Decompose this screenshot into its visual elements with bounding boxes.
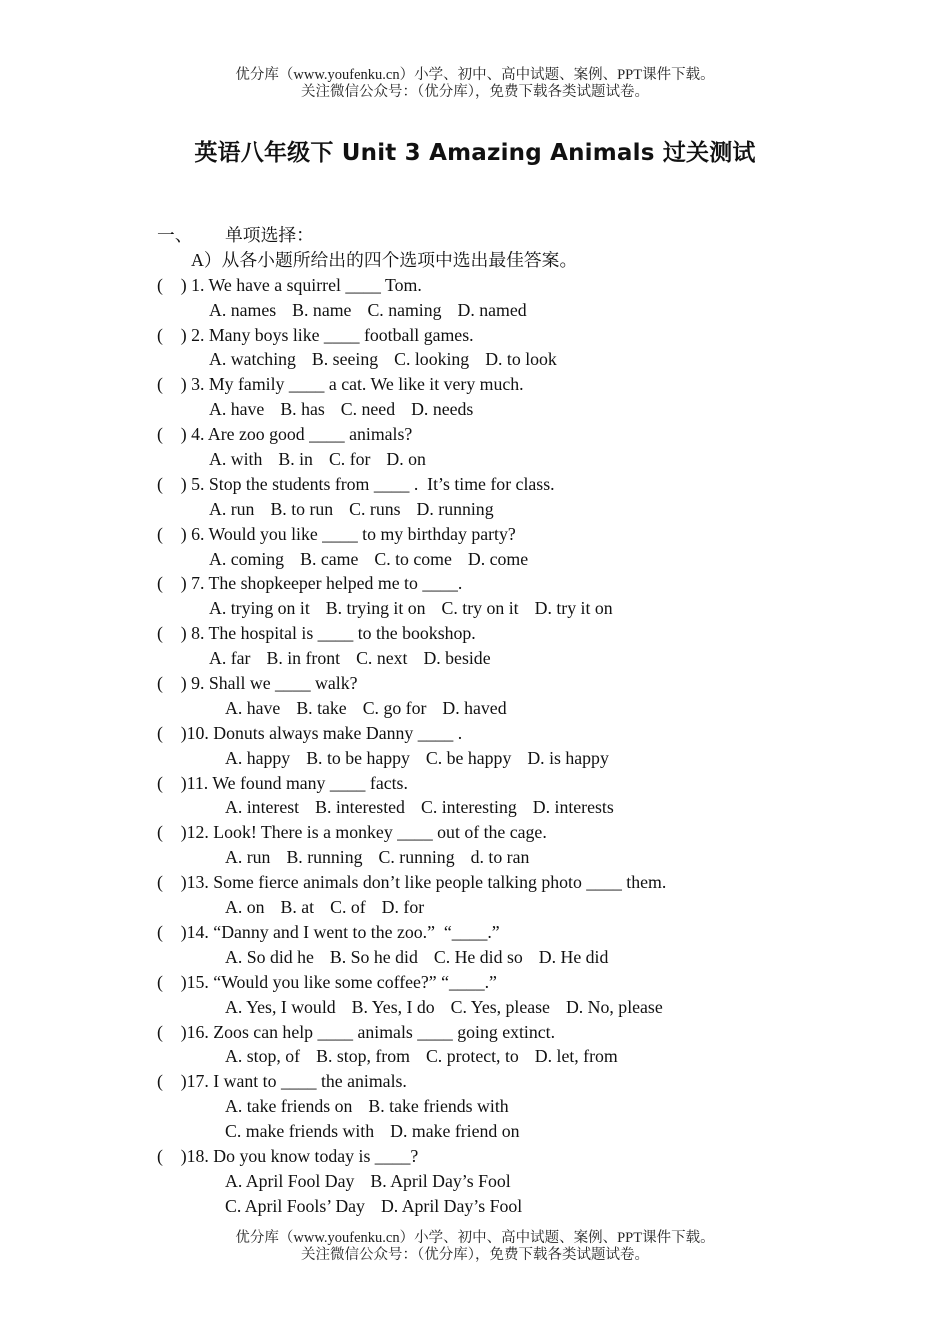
answer-option: A. So did he: [225, 946, 314, 967]
answer-bracket: ( ): [157, 573, 192, 594]
section-instruction: A）从各小题所给出的四个选项中选出最佳答案。: [191, 249, 578, 270]
answer-option: A. April Fool Day: [225, 1170, 355, 1191]
answer-option: C. be happy: [425, 747, 512, 768]
answer-option: B. has: [280, 399, 325, 420]
answer-option: C. runs: [349, 498, 401, 519]
question-list: [157, 273, 857, 1219]
answer-option: C. looking: [394, 349, 470, 370]
answer-option: A. have: [225, 697, 281, 718]
question-stem: [157, 372, 857, 397]
option-row: [157, 845, 857, 870]
question-stem: [157, 621, 857, 646]
question-stem: [157, 721, 857, 746]
answer-option: D. is happy: [527, 747, 609, 768]
answer-option: D. named: [457, 299, 527, 320]
answer-option: C. next: [356, 648, 408, 669]
answer-option: D. to look: [485, 349, 557, 370]
answer-option: A. far: [209, 648, 251, 669]
question-text: 13. Some fierce animals don’t like people talking photo ____ them.: [186, 872, 667, 893]
option-row: [157, 298, 857, 323]
question-text: 18. Do you know today is ____?: [186, 1145, 419, 1166]
answer-option: D. No, please: [565, 996, 663, 1017]
answer-option: A. coming: [209, 548, 285, 569]
question-text: 10. Donuts always make Danny ____ .: [186, 722, 463, 743]
option-row: [157, 596, 857, 621]
answer-option: B. April Day’s Fool: [370, 1170, 511, 1191]
answer-option: D. running: [416, 498, 494, 519]
question-stem: [157, 970, 857, 995]
answer-option: C. make friends with: [225, 1121, 375, 1142]
answer-bracket: ( ): [157, 722, 187, 743]
answer-option: D. let, from: [534, 1046, 618, 1067]
section-heading: [157, 223, 857, 248]
option-row: [157, 547, 857, 572]
header-line-1: 优分库（www.youfenku.cn）小学、初中、高中试题、案例、PPT课件下载。: [235, 67, 715, 83]
question-text: 17. I want to ____ the animals.: [186, 1071, 407, 1092]
question-text: 8. The hospital is ____ to the bookshop.: [191, 623, 476, 644]
answer-option: B. So he did: [329, 946, 418, 967]
answer-bracket: ( ): [157, 473, 192, 494]
option-row: [157, 1194, 857, 1219]
answer-option: B. to run: [270, 498, 334, 519]
section-label: 单项选择：: [225, 225, 314, 245]
answer-option: D. try it on: [534, 598, 613, 619]
answer-option: A. watching: [209, 349, 296, 370]
answer-bracket: ( ): [157, 1021, 187, 1042]
answer-option: D. beside: [423, 648, 491, 669]
question-text: 2. Many boys like ____ football games.: [191, 324, 474, 345]
option-row: [157, 945, 857, 970]
footer-line-1: 优分库（www.youfenku.cn）小学、初中、高中试题、案例、PPT课件下载。: [235, 1230, 715, 1246]
question-stem: [157, 671, 857, 696]
option-row: [157, 1094, 857, 1119]
answer-option: B. stop, from: [316, 1046, 410, 1067]
answer-option: B. at: [280, 897, 315, 918]
option-row: [157, 895, 857, 920]
option-row: [157, 397, 857, 422]
question-text: 3. My family ____ a cat. We like it very much.: [191, 374, 524, 395]
question-stem: [157, 1144, 857, 1169]
option-row: [157, 1169, 857, 1194]
answer-option: A. on: [225, 897, 265, 918]
option-row: [157, 746, 857, 771]
answer-option: B. in: [278, 449, 313, 470]
answer-option: A. with: [209, 449, 263, 470]
question-stem: [157, 870, 857, 895]
answer-option: B. came: [300, 548, 359, 569]
answer-option: A. names: [209, 299, 277, 320]
answer-option: B. Yes, I do: [351, 996, 435, 1017]
answer-option: A. Yes, I would: [225, 996, 336, 1017]
question-stem: [157, 571, 857, 596]
answer-option: C. protect, to: [425, 1046, 519, 1067]
question-text: 14. “Danny and I went to the zoo.” “____.”: [186, 921, 500, 942]
answer-bracket: ( ): [157, 623, 192, 644]
option-row: [157, 795, 857, 820]
answer-option: D. on: [386, 449, 426, 470]
question-text: 4. Are zoo good ____ animals?: [191, 424, 413, 445]
answer-option: D. make friend on: [390, 1121, 520, 1142]
question-stem: [157, 1069, 857, 1094]
option-row: [157, 696, 857, 721]
question-stem: [157, 522, 857, 547]
answer-option: A. have: [209, 399, 265, 420]
option-row: [157, 1044, 857, 1069]
answer-bracket: ( ): [157, 523, 192, 544]
answer-option: C. for: [328, 449, 371, 470]
answer-option: C. naming: [367, 299, 442, 320]
question-section: [157, 223, 857, 1219]
answer-bracket: ( ): [157, 673, 192, 694]
page-header: [0, 67, 950, 101]
answer-option: D. haved: [442, 697, 507, 718]
question-stem: [157, 920, 857, 945]
question-stem: [157, 273, 857, 298]
answer-option: C. Yes, please: [450, 996, 550, 1017]
answer-bracket: ( ): [157, 274, 192, 295]
answer-option: A. trying on it: [209, 598, 310, 619]
answer-option: C. interesting: [420, 797, 517, 818]
question-text: 7. The shopkeeper helped me to ____.: [191, 573, 463, 594]
question-stem: [157, 1020, 857, 1045]
footer-line-2: 关注微信公众号：（优分库），免费下载各类试题试卷。: [301, 1247, 649, 1263]
answer-bracket: ( ): [157, 1145, 187, 1166]
question-stem: [157, 323, 857, 348]
answer-option: D. come: [467, 548, 529, 569]
answer-option: A. happy: [225, 747, 291, 768]
answer-bracket: ( ): [157, 374, 192, 395]
answer-option: C. He did so: [433, 946, 523, 967]
question-stem: [157, 472, 857, 497]
question-stem: [157, 771, 857, 796]
section-number: 一、: [157, 225, 193, 245]
answer-option: A. run: [209, 498, 255, 519]
answer-bracket: ( ): [157, 921, 187, 942]
answer-option: B. seeing: [311, 349, 379, 370]
answer-option: B. in front: [266, 648, 341, 669]
answer-option: C. running: [378, 847, 455, 868]
answer-option: C. try on it: [441, 598, 519, 619]
option-row: [157, 497, 857, 522]
answer-option: C. of: [330, 897, 366, 918]
question-text: 5. Stop the students from ____ . It’s time for class.: [191, 473, 555, 494]
question-stem: [157, 820, 857, 845]
question-text: 1. We have a squirrel ____ Tom.: [191, 274, 422, 295]
answer-bracket: ( ): [157, 822, 187, 843]
answer-bracket: ( ): [157, 971, 187, 992]
answer-option: A. take friends on: [225, 1096, 353, 1117]
answer-option: D. interests: [532, 797, 614, 818]
answer-option: A. interest: [225, 797, 300, 818]
answer-option: C. April Fools’ Day: [225, 1195, 365, 1216]
page-footer: [0, 1230, 950, 1264]
answer-option: B. take: [296, 697, 347, 718]
answer-option: C. need: [340, 399, 396, 420]
answer-option: B. running: [286, 847, 363, 868]
answer-bracket: ( ): [157, 872, 187, 893]
question-text: 16. Zoos can help ____ animals ____ going extinct.: [186, 1021, 556, 1042]
answer-option: B. name: [292, 299, 352, 320]
answer-bracket: ( ): [157, 1071, 187, 1092]
question-text: 9. Shall we ____ walk?: [191, 673, 358, 694]
answer-option: D. He did: [538, 946, 609, 967]
answer-option: B. interested: [315, 797, 405, 818]
answer-option: D. needs: [411, 399, 474, 420]
question-text: 12. Look! There is a monkey ____ out of the cage.: [186, 822, 547, 843]
option-row: [157, 447, 857, 472]
answer-option: C. go for: [362, 697, 427, 718]
option-row: [157, 995, 857, 1020]
document-title: 英语八年级下 Unit 3 Amazing Animals 过关测试: [194, 140, 756, 166]
answer-option: C. to come: [374, 548, 452, 569]
question-stem: [157, 422, 857, 447]
option-row: [157, 1119, 857, 1144]
answer-option: B. to be happy: [306, 747, 410, 768]
answer-option: d. to ran: [470, 847, 530, 868]
option-row: [157, 646, 857, 671]
answer-bracket: ( ): [157, 424, 192, 445]
answer-option: D. April Day’s Fool: [380, 1195, 523, 1216]
answer-option: A. run: [225, 847, 271, 868]
answer-option: B. take friends with: [368, 1096, 509, 1117]
question-text: 6. Would you like ____ to my birthday party?: [191, 523, 516, 544]
option-row: [157, 347, 857, 372]
question-text: 11. We found many ____ facts.: [186, 772, 408, 793]
question-text: 15. “Would you like some coffee?” “____.”: [186, 971, 497, 992]
header-line-2: 关注微信公众号：（优分库），免费下载各类试题试卷。: [301, 84, 649, 100]
answer-option: B. trying it on: [325, 598, 426, 619]
answer-option: A. stop, of: [225, 1046, 301, 1067]
answer-bracket: ( ): [157, 772, 187, 793]
answer-option: D. for: [381, 897, 425, 918]
answer-bracket: ( ): [157, 324, 192, 345]
